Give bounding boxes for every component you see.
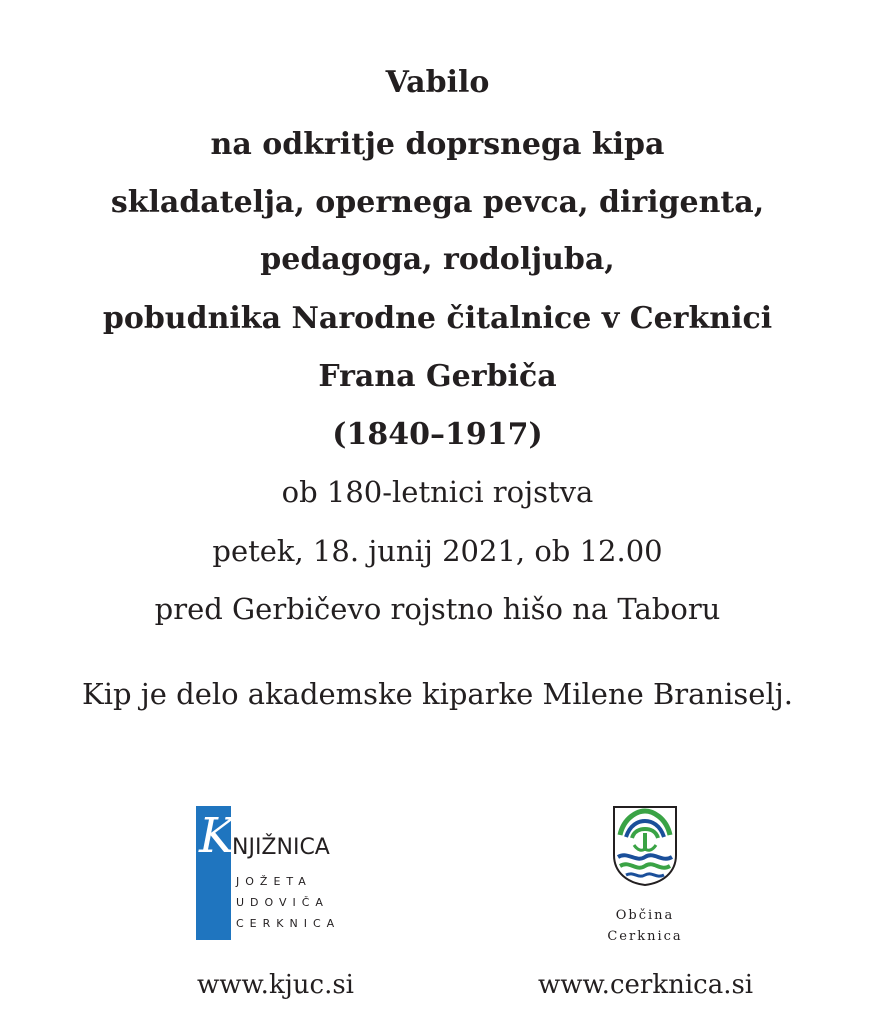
invitation-line: pedagoga, rodoljuba, xyxy=(260,242,615,277)
municipality-name-line2: Cerknica xyxy=(607,929,683,944)
library-logo xyxy=(196,806,346,941)
library-logo-subline: UDOVIČA xyxy=(236,896,329,909)
municipality-url[interactable]: www.cerknica.si xyxy=(538,970,754,1000)
invitation-line: skladatelja, opernega pevca, dirigenta, xyxy=(110,185,765,220)
honoree-years: (1840–1917) xyxy=(332,417,543,452)
invitation-title: Vabilo xyxy=(385,65,490,100)
library-logo-word: NJIŽNICA xyxy=(232,835,330,860)
library-logo-k: K xyxy=(199,808,235,864)
library-logo-subline: CERKNICA xyxy=(236,917,341,930)
invitation-line: na odkritje doprsnega kipa xyxy=(210,127,665,162)
library-url[interactable]: www.kjuc.si xyxy=(197,970,354,1000)
library-logo-subline: JOŽETA xyxy=(236,875,312,888)
municipality-crest-icon xyxy=(612,805,678,887)
invitation-line: pobudnika Narodne čitalnice v Cerknici xyxy=(102,301,773,336)
artist-note: Kip je delo akademske kiparke Milene Braniselj. xyxy=(82,677,793,711)
event-datetime: petek, 18. junij 2021, ob 12.00 xyxy=(212,534,663,568)
honoree-name: Frana Gerbiča xyxy=(318,359,557,394)
event-location: pred Gerbičevo rojstno hišo na Taboru xyxy=(154,592,721,626)
occasion-text: ob 180-letnici rojstva xyxy=(281,475,594,509)
municipality-name-line1: Občina xyxy=(615,908,675,923)
